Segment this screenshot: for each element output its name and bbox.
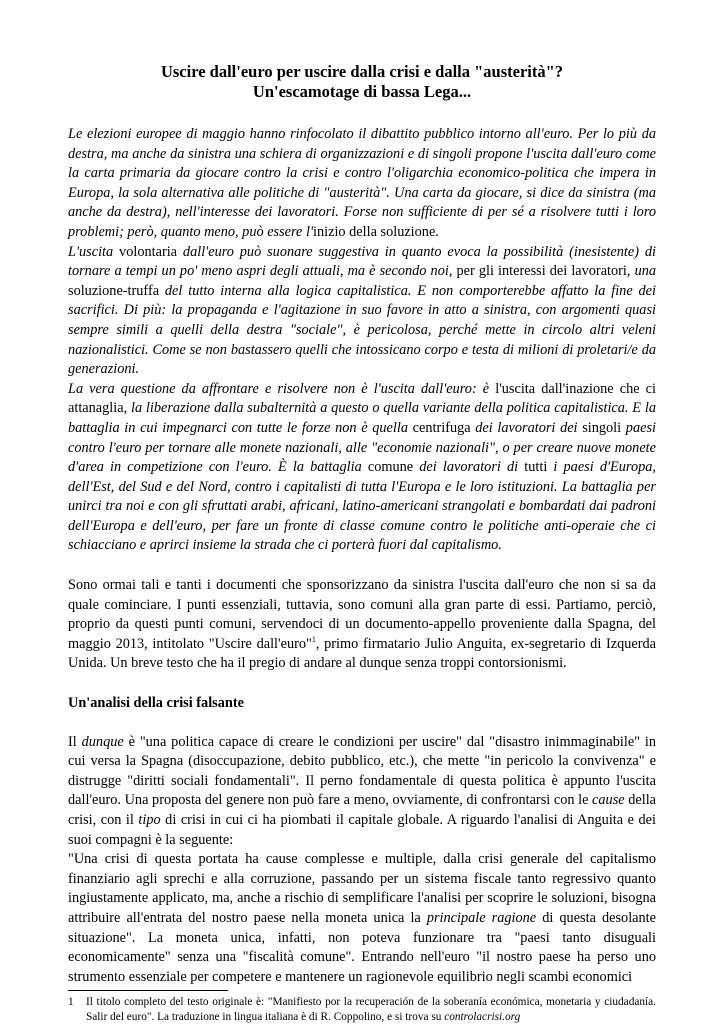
section-paragraph-2: "Una crisi di questa portata ha cause complesse e multiple, dalla crisi generale del capitalismo finanziario agli sprechi e alla corruzione, passando per un sistema fiscale tanto regressivo quanto ingiustamente applicato, ma, anche a rischio di semplificare l'analisi per scoprire le soluzioni, bisogna attribuire all'entrata del nostro paese nella moneta unica la principale ragione di questa desolante situazione". La moneta unica, infatti, non poteva funzionare tra "paesi tanto disuguali economicamente" senza una "fiscalità comune". Entrando nell'euro "il nostro paese ha perso uno strumento essenziale per competere e mantenere un ragionevole equilibrio negli scambi economici (68, 851, 656, 985)
footnote-ref: 1 (311, 635, 316, 645)
footnote (68, 995, 656, 1025)
body-paragraph-1: Sono ormai tali e tanti i documenti che sponsorizzano da sinistra l'uscita dall'euro che non si sa da quale cominciare. I punti essenziali, tuttavia, sono comuni alla gran parte di essi. Partiamo, perciò, proprio da questi punti comuni, servendoci di un documento-appello proveniente dalla Spagna, del maggio 2013, intitolato "Uscire dall'euro"$^1$, primo firmatario Julio Anguita, ex-segretario di Izquerda Unida. Un breve testo che ha il pregio di andare al dunque senza troppi contorsionismi. (68, 577, 656, 672)
footnote-divider (68, 990, 228, 991)
footnote-link[interactable]: controlacrisi.org (444, 1011, 521, 1024)
footnote-number: 1 (68, 996, 74, 1009)
title-line-1: Uscire dall'euro per uscire dalla crisi e dalla "austerità"? (160, 62, 564, 81)
intro-paragraph-2: L'uscita volontaria dall'euro può suonare suggestiva in quanto evoca la possibilità (inesistente) di tornare a tempi un po' meno aspri degli attuali, ma è secondo noi, per gli interessi dei lavoratori, una soluzione-truffa del tutto interna alla logica capitalistica. E non comporterebbe affatto la fine dei sacrifici. Di più: la propaganda e l'agitazione in suo favore in atto a sinistra, con argomenti quasi sempre simili a quelli della destra "sociale", è pericolosa, perché mette in circolo altri veleni nazionalistici. Come se non bastassero quelli che intossicano corpo e testa di milioni di proletari/e da generazioni. (68, 243, 657, 378)
spacer (68, 556, 656, 576)
section-paragraph-1: Il dunque è "una politica capace di creare le condizioni per uscire" dal "disastro inimmaginabile" in cui versa la Spagna (disoccupazione, debito pubblico, etc.), che mette "in pericolo la convivenza" e distrugge "diritti sociali fondamentali". Il perno fondamentale di questa politica è appunto l'uscita dall'euro. Una proposta del genere non può fare a meno, ovviamente, di confrontarsi con le cause della crisi, con il tipo di crisi in cui ci ha piombati il capitale globale. A riguardo l'analisi di Anguita e dei suoi compagni è la seguente: (68, 733, 657, 848)
intro-paragraph-1: Le elezioni europee di maggio hanno rinfocolato il dibattito pubblico intorno all'euro. Per lo più da destra, ma anche da sinistra una schiera di organizzazioni e di singoli propone l'uscita dall'euro come la carta primaria da giocare contro la crisi e contro l'oligarchia economico-politica che impera in Europa, la sola alternativa alle politiche di "austerità". Una carta da giocare, si dice da sinistra (ma anche da destra), nell'interesse dei lavoratori. Forse non sufficiente di per sé a risolvere tutti i loro problemi; però, quanto meno, può essere l'inizio della soluzione. (68, 126, 656, 240)
footnote-text: Il titolo completo del testo originale è: "Manifiesto por la recuperación de la soberanía económica, monetaria y ciudadanía. Salir del euro". La traduzione in lingua italiana è di R. Coppolino, e si trova su controlacrisi.org (86, 996, 656, 1024)
document-title (68, 62, 656, 102)
spacer (68, 674, 656, 694)
intro-paragraph-3: La vera questione da affrontare e risolvere non è l'uscita dall'euro: è l'uscita dall'inazione che ci attanaglia, la liberazione dalla subalternità a questo o quella variante della politica capitalistica. E la battaglia in cui impegnarci con tutte le forze non è quella centrifuga dei lavoratori dei singoli paesi contro l'euro per tornare alle monete nazionali, alle "economie nazionali", o per creare nuove monete d'area in competizione con l'euro. È la battaglia comune dei lavoratori di tutti i paesi d'Europa, dell'Est, del Sud e del Nord, contro i capitalisti di tutta l'Europa e le loro istituzioni. La battaglia per unirci tra noi e con gli sfruttati arabi, africani, latino-americani strangolati e bombardati dai padroni dell'Europa e dell'euro, per fare un fronte di classe comune contro le politiche anti-operaie che ci schiacciano e aprirci insieme la strada che ci porterà fuori dal capitalismo. (68, 380, 656, 554)
section-heading: Un'analisi della crisi falsante (68, 695, 244, 712)
title-line-2: Un'escamotage di bassa Lega... (252, 82, 472, 101)
